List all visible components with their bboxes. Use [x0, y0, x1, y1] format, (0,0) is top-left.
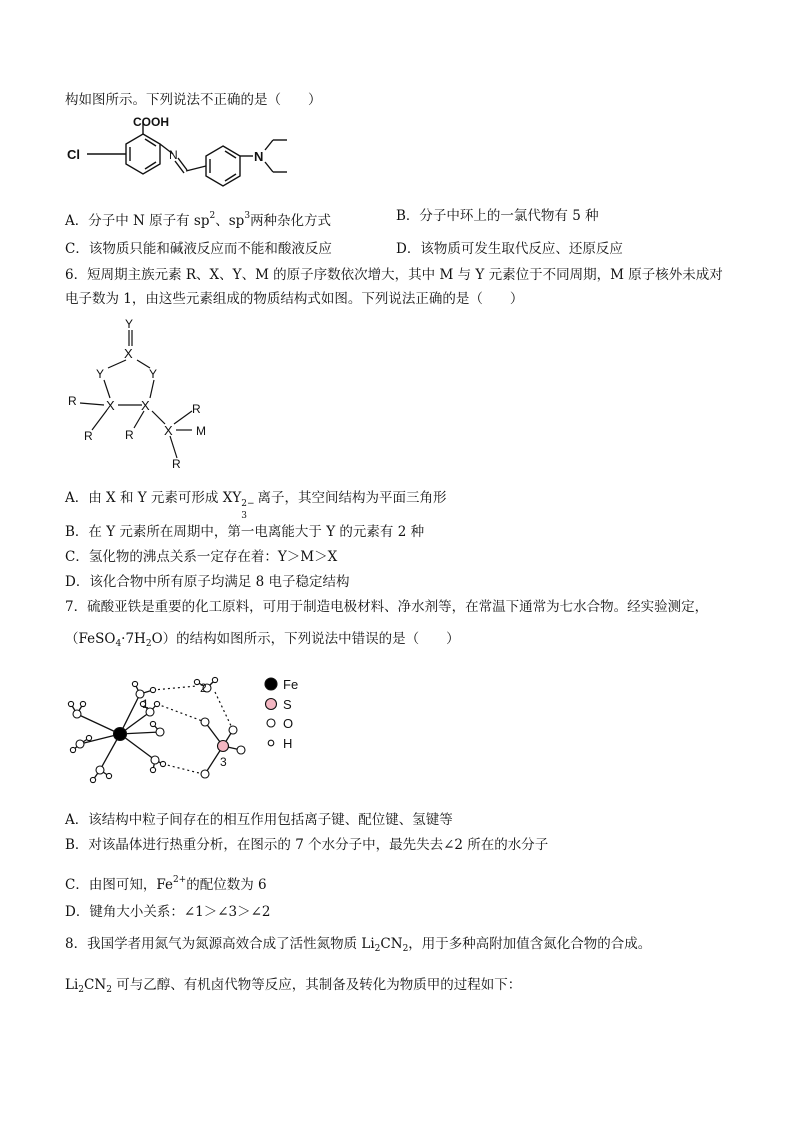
q5-option-a: A．分子中 N 原子有 $sp^2$、$sp^3$两种杂化方式 [65, 211, 332, 229]
q7-structure-figure [65, 672, 325, 797]
q5-structure-figure [65, 112, 345, 192]
r-label: R [84, 429, 93, 443]
q7-option-a: A．该结构中粒子间存在的相互作用包括离子键、配位键、氢键等 [65, 812, 453, 828]
q7-option-d: D．键角大小关系：∠1＞∠3＞∠2 [65, 904, 271, 920]
legend-s: S [283, 697, 292, 712]
q5-option-c: C．该物质只能和碱液反应而不能和酸液反应 [65, 241, 332, 257]
x-label: X [164, 423, 173, 438]
q6-stem-line2: 电子数为 1，由这些元素组成的物质结构式如图。下列说法正确的是（ ） [65, 291, 524, 307]
q6-option-c: C．氢化物的沸点关系一定存在着：Y＞M＞X [65, 549, 338, 565]
q5-option-b: B．分子中环上的一氯代物有 5 种 [396, 208, 599, 224]
legend-fe: Fe [283, 677, 299, 692]
q6-structure-figure [62, 318, 222, 473]
q7-stem-line1: 7．硫酸亚铁是重要的化工原料，可用于制造电极材料、净水剂等，在常温下通常为七水合物。经实验测定， [65, 599, 709, 615]
cooh-label: COOH [133, 115, 169, 129]
q7-stem-line2: $(FeSO_4\cdot 7H_2O)$的结构如图所示，下列说法中错误的是（ ） [65, 631, 460, 649]
x-label: X [106, 398, 115, 413]
x-label: X [141, 398, 150, 413]
y-label: Y [149, 367, 158, 381]
angle-3-label: 3 [220, 755, 227, 769]
q5-option-d: D．该物质可发生取代反应、还原反应 [396, 241, 623, 257]
m-label: M [196, 424, 206, 438]
cl-label: Cl [67, 147, 80, 162]
y-label: Y [125, 317, 134, 331]
y-label: Y [96, 367, 105, 381]
q7-option-c: C．由图可知，$Fe^{2+}$的配位数为 6 [65, 875, 267, 893]
angle-2-label: 2 [200, 681, 207, 695]
q8-stem-line1: 8．我国学者用氮气为氮源高效合成了活性氮物质 $Li_2CN_2$，用于多种高附加值含氮化合物的合成。 [65, 936, 652, 954]
q6-stem-line1: 6．短周期主族元素 R、X、Y、M 的原子序数依次增大，其中 M 与 Y 元素位于不同周期，M 原子核外未成对 [65, 267, 723, 283]
r-label: R [68, 394, 77, 408]
x-label: X [124, 346, 133, 361]
q8-stem-line2: $Li_2CN_2$ 可与乙醇、有机卤代物等反应，其制备及转化为物质甲的过程如下： [65, 977, 522, 995]
q5-stem: 构如图所示。下列说法不正确的是（ ） [65, 92, 322, 108]
q6-option-b: B．在 Y 元素所在周期中，第一电离能大于 Y 的元素有 2 种 [65, 524, 425, 540]
amine-n-label: N [254, 149, 264, 164]
legend-h: H [283, 736, 293, 751]
r-label: R [125, 428, 134, 442]
q6-option-d: D．该化合物中所有原子均满足 8 电子稳定结构 [65, 574, 350, 590]
legend-o: O [283, 716, 294, 731]
r-label: R [192, 402, 201, 416]
q7-option-b: B．对该晶体进行热重分析，在图示的 7 个水分子中，最先失去∠2 所在的水分子 [65, 837, 549, 853]
q6-option-a: A．由 X 和 Y 元素可形成 XY 3 2− 离子，其空间结构为平面三角形 [65, 490, 447, 521]
imine-n-label: N [169, 148, 178, 162]
r-label: R [172, 457, 181, 471]
legend [265, 678, 277, 746]
angle-1-label: 1 [142, 697, 149, 711]
